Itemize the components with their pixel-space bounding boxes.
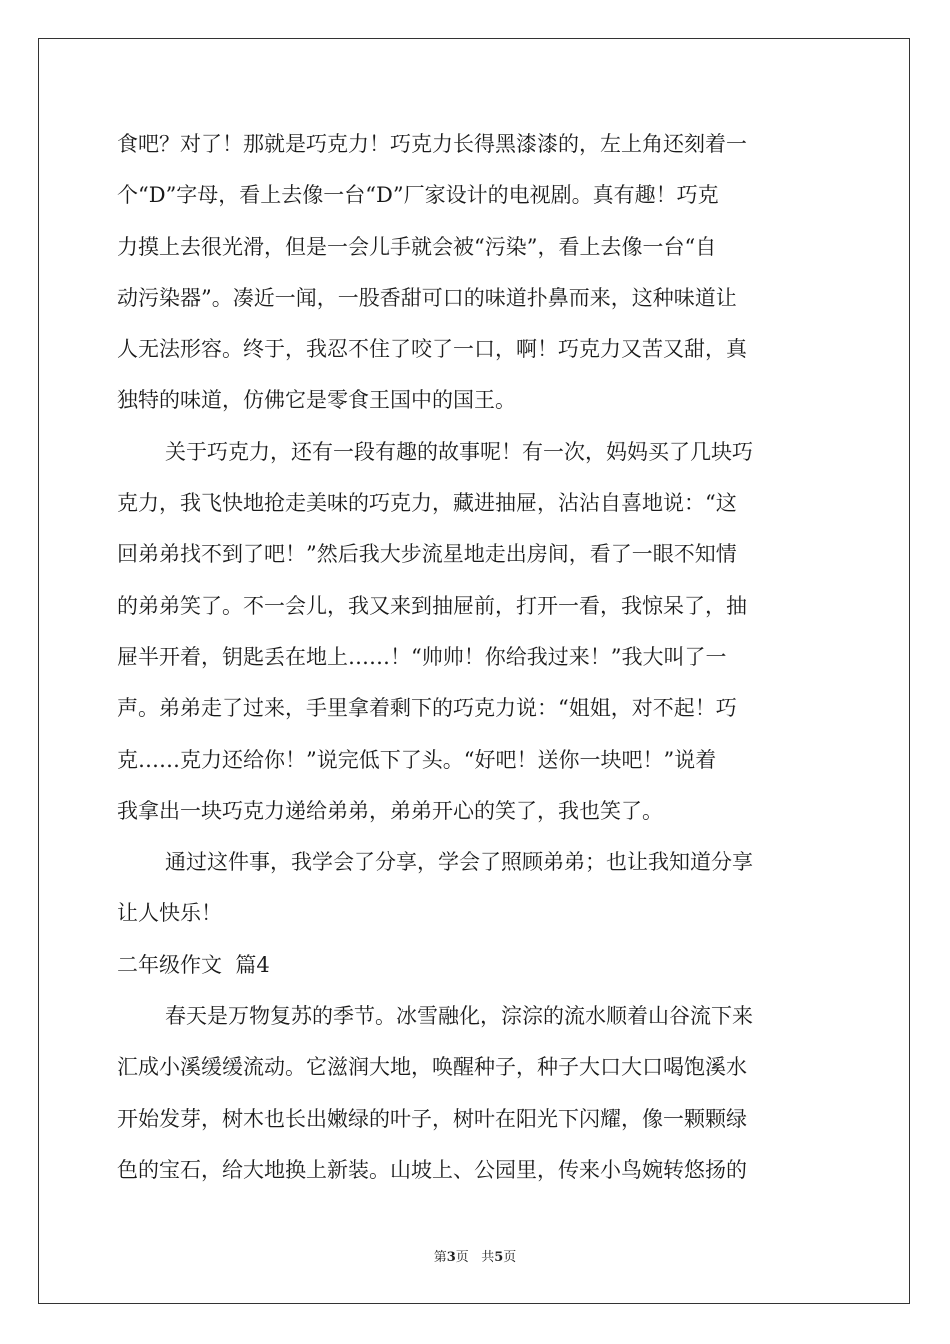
- total-pages: 5: [494, 1250, 504, 1265]
- text-line: 声。弟弟走了过来，手里拿着剩下的巧克力说：“姐姐，对不起！巧: [117, 696, 737, 721]
- text-line: 让人快乐！: [117, 901, 222, 926]
- paragraph-start-line: 春天是万物复苏的季节。冰雪融化，淙淙的流水顺着山谷流下来: [165, 1004, 753, 1029]
- total-suffix: 页: [503, 1250, 517, 1265]
- page-suffix: 页: [455, 1250, 469, 1265]
- text-line: 我拿出一块巧克力递给弟弟，弟弟开心的笑了，我也笑了。: [117, 798, 663, 823]
- text-line: 食吧？对了！那就是巧克力！巧克力长得黑漆漆的，左上角还刻着一: [117, 132, 747, 156]
- section-heading: 二年级作文 篇4: [117, 952, 270, 977]
- text-line: 屉半开着，钥匙丢在地上……！“帅帅！你给我过来！”我大叫了一: [117, 644, 727, 669]
- text-line: 力摸上去很光滑，但是一会儿手就会被“污染”，看上去像一台“自: [117, 234, 717, 259]
- document-body: [117, 124, 833, 1201]
- text-line: 汇成小溪缓缓流动。它滋润大地，唤醒种子，种子大口大口喝饱溪水: [117, 1055, 747, 1080]
- text-line: 开始发芽，树木也长出嫩绿的叶子，树叶在阳光下闪耀，像一颗颗绿: [117, 1106, 747, 1131]
- text-line: 色的宝石，给大地换上新装。山坡上、公园里，传来小鸟婉转悠扬的: [117, 1157, 747, 1182]
- text-line: 克……克力还给你！”说完低下了头。“好吧！送你一块吧！”说着: [117, 747, 717, 772]
- paragraph-start-line: 关于巧克力，还有一段有趣的故事呢！有一次，妈妈买了几块巧: [165, 439, 753, 464]
- text-line: 回弟弟找不到了吧！”然后我大步流星地走出房间，看了一眼不知情: [117, 542, 737, 567]
- page-number: 3: [446, 1250, 456, 1265]
- text-line: 独特的味道，仿佛它是零食王国中的国王。: [117, 388, 516, 413]
- text-line: 的弟弟笑了。不一会儿，我又来到抽屉前，打开一看，我惊呆了，抽: [117, 593, 747, 618]
- text-line: 动污染器”。凑近一闻，一股香甜可口的味道扑鼻而来，这种味道让: [117, 285, 737, 310]
- total-prefix: 共: [481, 1250, 495, 1265]
- text-line: 克力，我飞快地抢走美味的巧克力，藏进抽屉，沾沾自喜地说：“这: [117, 491, 737, 516]
- paragraph-start-line: 通过这件事，我学会了分享，学会了照顾弟弟；也让我知道分享: [165, 850, 753, 875]
- page-footer: [0, 1246, 950, 1265]
- text-line: 人无法形容。终于，我忍不住了咬了一口，啊！巧克力又苦又甜，真: [117, 337, 747, 362]
- text-line: 个“D”字母，看上去像一台“D”厂家设计的电视剧。真有趣！巧克: [117, 183, 719, 208]
- page-prefix: 第: [433, 1250, 447, 1265]
